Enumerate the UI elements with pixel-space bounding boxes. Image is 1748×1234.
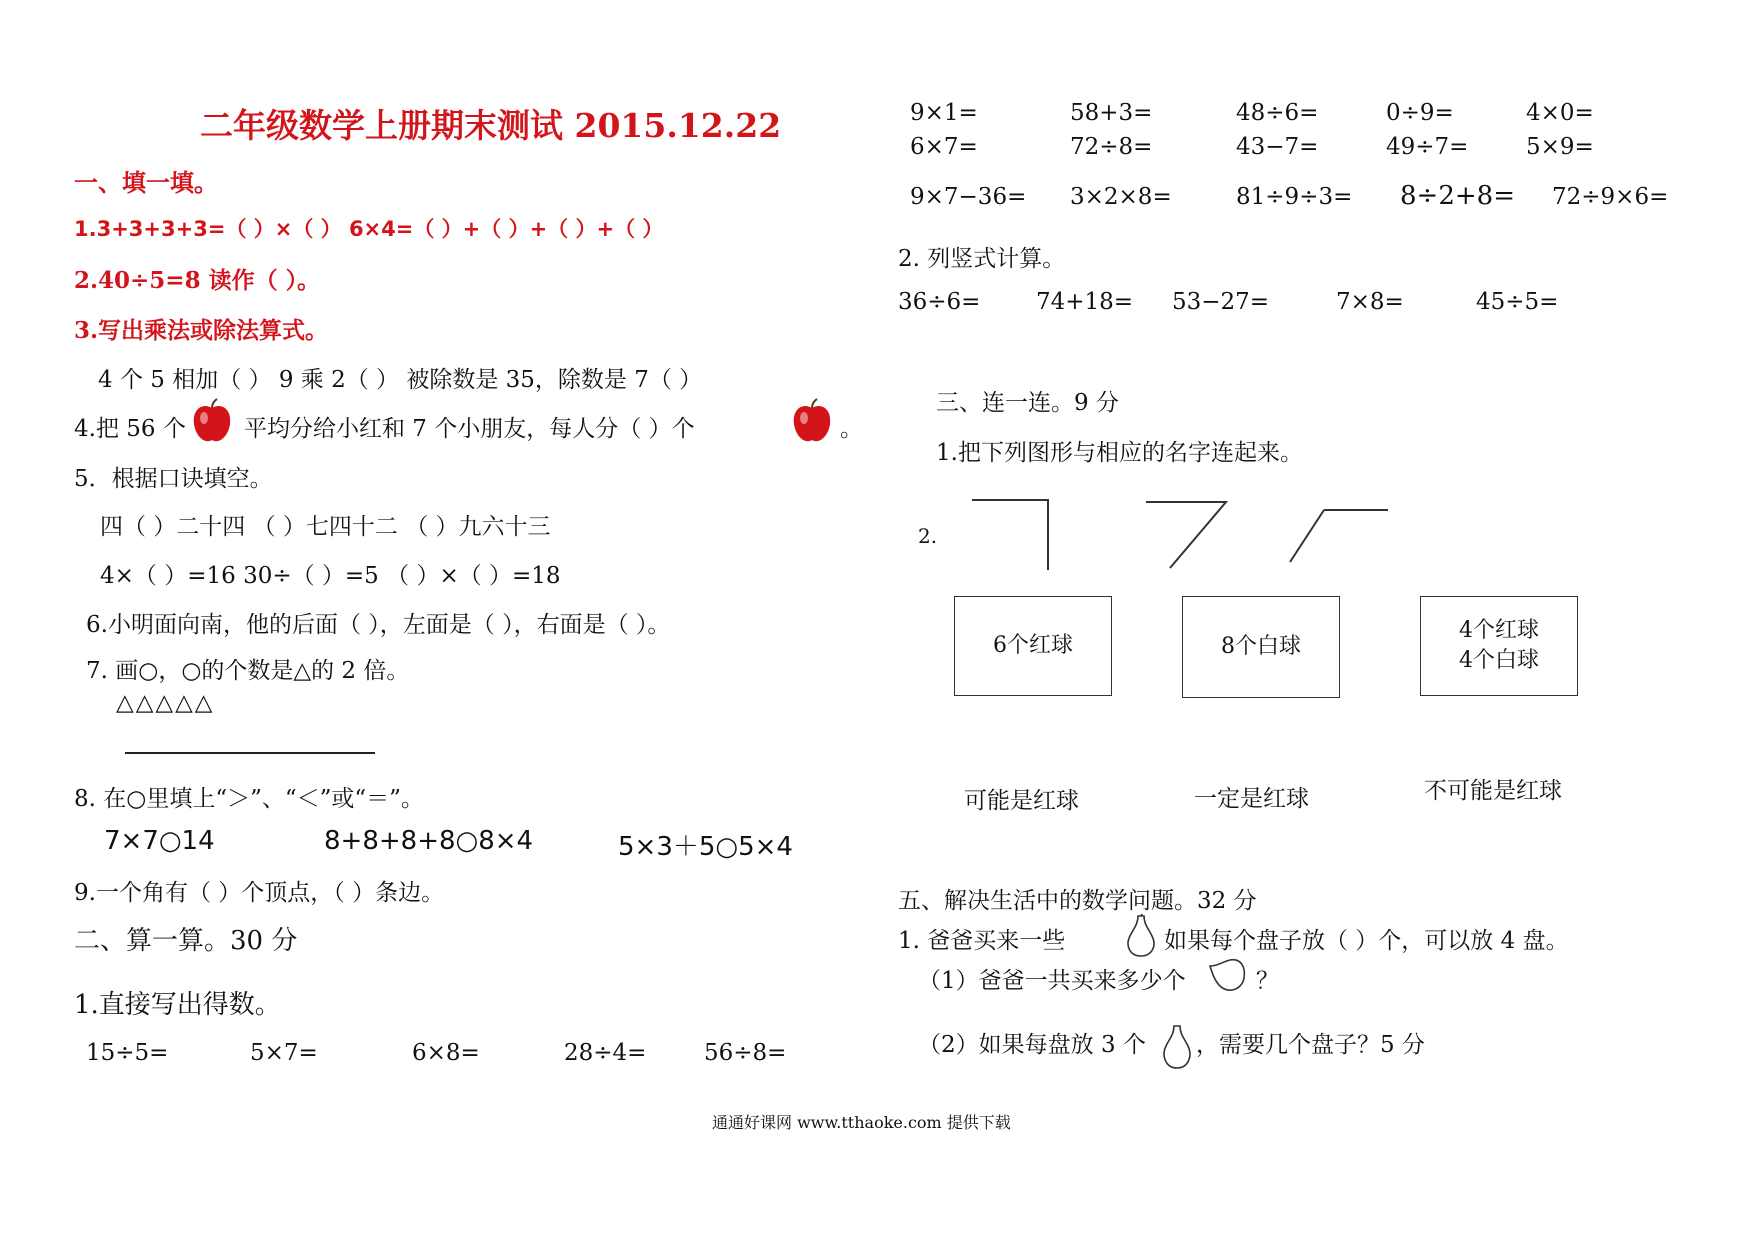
question-5-line-1: 四（ ）二十四 （ ）七四十二 （ ）九六十三 [100, 514, 551, 540]
page-title: 二年级数学上册期末测试 2015.12.22 [200, 106, 782, 145]
obtuse-angle-side [1290, 510, 1324, 562]
section-2-subheading: 1.直接写出得数。 [74, 990, 281, 1020]
calc-item: 5×9= [1526, 134, 1594, 160]
problem-1-sub-2-end: ，需要几个盘子？5 分 [1196, 1032, 1425, 1058]
outcome-label: 不可能是红球 [1424, 778, 1562, 804]
calc-item: 58+3= [1070, 100, 1153, 126]
apple-icon [190, 398, 234, 446]
problem-1-part-b: 如果每个盘子放（ ）个，可以放 4 盘。 [1164, 928, 1569, 954]
calc-item: 8÷2+8= [1400, 181, 1515, 211]
outcome-label: 一定是红球 [1194, 786, 1309, 812]
section-5-heading: 五、解决生活中的数学问题。32 分 [898, 888, 1257, 914]
ball-box-3-line-1: 4个红球 [1459, 618, 1539, 643]
section-3-item-2: 2. [918, 524, 938, 548]
calc-item: 81÷9÷3= [1236, 184, 1353, 210]
answer-line [125, 752, 375, 754]
problem-1-part-a: 1. 爸爸买来一些 [898, 928, 1066, 954]
question-4-part-c: 。 [840, 416, 863, 442]
shapes-figure [970, 498, 1390, 572]
compare-a: 7×7○14 [104, 826, 215, 856]
question-3: 3.写出乘法或除法算式。 [74, 317, 329, 344]
calc-item: 15÷5= [86, 1040, 169, 1066]
calc-item: 48÷6= [1236, 100, 1319, 126]
calc-item: 53−27= [1172, 289, 1270, 315]
problem-1-sub-1-end: ？ [1256, 968, 1279, 994]
calc-item: 56÷8= [704, 1040, 787, 1066]
calc-item: 6×8= [412, 1040, 480, 1066]
calc-item: 36÷6= [898, 289, 981, 315]
section-3-subheading: 1.把下列图形与相应的名字连起来。 [936, 440, 1303, 466]
question-9: 9.一个角有（ ）个顶点，（ ）条边。 [74, 880, 445, 906]
ball-box-2 [1182, 596, 1340, 698]
calc-item: 4×0= [1526, 100, 1594, 126]
calc-item: 45÷5= [1476, 289, 1559, 315]
ball-box-3-line-2: 4个白球 [1459, 648, 1539, 673]
question-3-items: 4 个 5 相加（ ） 9 乘 2（ ） 被除数是 35，除数是 7（ ） [98, 367, 703, 393]
question-4-part-a: 4.把 56 个 [74, 416, 186, 442]
calc-item: 9×7−36= [910, 184, 1027, 210]
footer-credit: 通通好课网 www.tthaoke.com 提供下载 [712, 1113, 1011, 1132]
section-3-heading: 三、连一连。9 分 [936, 390, 1119, 416]
calc-item: 3×2×8= [1070, 184, 1172, 210]
vertical-calc-heading: 2. 列竖式计算。 [898, 246, 1066, 272]
calc-item: 28÷4= [564, 1040, 647, 1066]
acute-angle-shape [1146, 502, 1226, 568]
question-6: 6.小明面向南，他的后面（ ），左面是（ ），右面是（ ）。 [86, 612, 671, 638]
ball-box-2-line-1: 8个白球 [1221, 634, 1301, 659]
ball-box-1 [954, 596, 1112, 696]
ball-box-3 [1420, 596, 1578, 696]
calc-item: 9×1= [910, 100, 978, 126]
question-7: 7. 画○，○的个数是△的 2 倍。 [86, 658, 410, 684]
section-1-heading: 一、填一填。 [74, 168, 218, 197]
outcome-label: 可能是红球 [964, 788, 1079, 814]
pear-icon [1124, 914, 1158, 958]
calc-item: 49÷7= [1386, 134, 1469, 160]
section-2-heading: 二、算一算。30 分 [74, 926, 298, 956]
question-4-part-b: 平均分给小红和 7 个小朋友，每人分（ ）个 [244, 416, 695, 442]
problem-1-sub-2: （2）如果每盘放 3 个 [918, 1032, 1146, 1058]
calc-item: 6×7= [910, 134, 978, 160]
apple-icon [790, 398, 834, 446]
calc-item: 0÷9= [1386, 100, 1454, 126]
compare-c: 5×3＋5○5×4 [618, 832, 793, 862]
calc-item: 5×7= [250, 1040, 318, 1066]
pear-icon [1160, 1022, 1194, 1070]
ball-box-1-line-1: 6个红球 [993, 633, 1073, 658]
question-2: 2.40÷5=8 读作（ ）。 [74, 267, 321, 294]
calc-item: 7×8= [1336, 289, 1404, 315]
question-8: 8. 在○里填上“＞”、“＜”或“＝”。 [74, 786, 424, 812]
calc-item: 72÷8= [1070, 134, 1153, 160]
question-5: 5．根据口诀填空。 [74, 466, 273, 492]
calc-item: 74+18= [1036, 289, 1134, 315]
right-angle-shape [972, 500, 1048, 570]
compare-b: 8+8+8+8○8×4 [324, 826, 534, 856]
question-5-line-2: 4×（ ）=16 30÷（ ）=5 （ ）×（ ）=18 [100, 563, 561, 589]
calc-item: 43−7= [1236, 134, 1319, 160]
pear-icon [1204, 956, 1248, 996]
problem-1-sub-1: （1）爸爸一共买来多少个 [918, 968, 1186, 994]
question-1: 1.3+3+3+3=（ ）×（ ） 6×4=（ ）+（ ）+（ ）+（ ） [74, 217, 664, 241]
triangle-row: △△△△△ [116, 690, 215, 716]
calc-item: 72÷9×6= [1552, 184, 1669, 210]
